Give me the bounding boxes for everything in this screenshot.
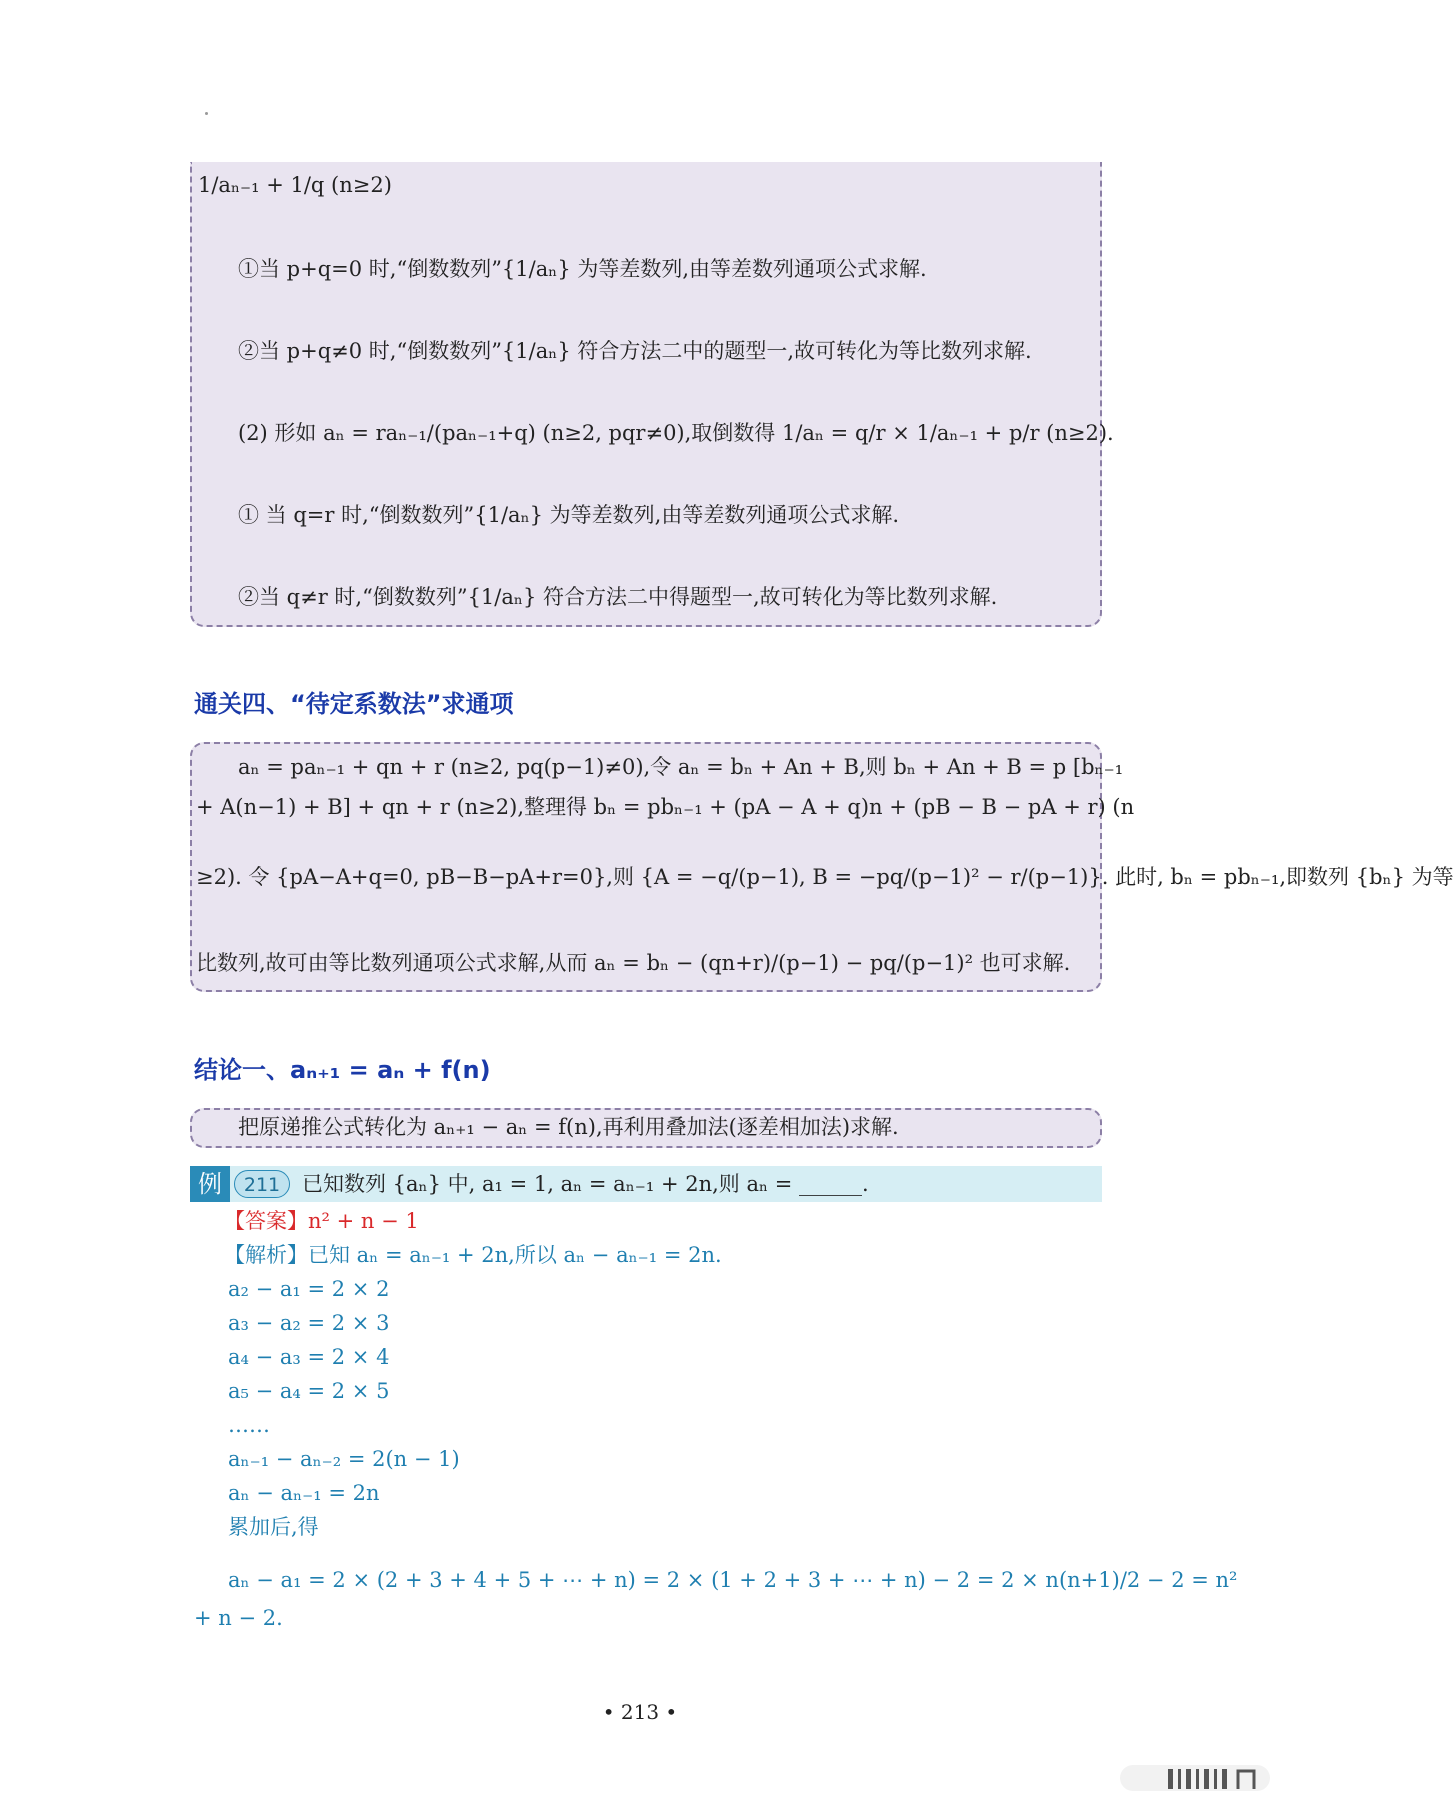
answer-label: 【答案】: [224, 1209, 308, 1233]
page-dot: [205, 112, 208, 115]
answer-line: [224, 1206, 419, 1236]
example-tag: 例: [190, 1166, 230, 1202]
solution-step: 累加后,得: [228, 1515, 319, 1539]
box1-line-1: ①当 p+q=0 时,“倒数数列”{1/aₙ} 为等差数列,由等差数列通项公式求解.: [238, 257, 927, 281]
solution-step: ……: [228, 1413, 270, 1437]
box1-line-0: 1/aₙ₋₁ + 1/q (n≥2): [198, 173, 392, 197]
box1-line-4: ① 当 q=r 时,“倒数数列”{1/aₙ} 为等差数列,由等差数列通项公式求解.: [238, 503, 900, 527]
example-number-badge: 211: [234, 1170, 290, 1198]
box1-line-5: ②当 q≠r 时,“倒数数列”{1/aₙ} 符合方法二中得题型一,故可转化为等比数列求解.: [238, 585, 998, 609]
example-header: [190, 1166, 1102, 1202]
box2-line-3: ≥2). 令 {pA−A+q=0, pB−B−pA+r=0},则 {A = −q/(p−1), B = −pq/(p−1)² − r/(p−1)}. 此时, bₙ = pbₙ₋₁,即数列 {bₙ} 为等: [196, 865, 1454, 889]
method-box-reciprocal: [190, 162, 1102, 627]
analysis-text: 已知 aₙ = aₙ₋₁ + 2n,所以 aₙ − aₙ₋₁ = 2n.: [308, 1243, 722, 1267]
analysis-line: [224, 1240, 722, 1270]
box1-line-3: (2) 形如 aₙ = raₙ₋₁/(paₙ₋₁+q) (n≥2, pqr≠0),取倒数得 1/aₙ = q/r × 1/aₙ₋₁ + p/r (n≥2).: [238, 421, 1114, 445]
box2-line-2: + A(n−1) + B] + qn + r (n≥2),整理得 bₙ = pbₙ₋₁ + (pA − A + q)n + (pB − B − pA + r) (n: [196, 795, 1135, 819]
solution-final-line-1: aₙ − a₁ = 2 × (2 + 3 + 4 + 5 + ⋯ + n) = 2 × (1 + 2 + 3 + ⋯ + n) − 2 = 2 × n(n+1)/2 − 2 = n²: [228, 1568, 1238, 1592]
box2-line-4: 比数列,故可由等比数列通项公式求解,从而 aₙ = bₙ − (qn+r)/(p−1) − pq/(p−1)² 也可求解.: [196, 951, 1071, 975]
solution-step: aₙ₋₁ − aₙ₋₂ = 2(n − 1): [228, 1447, 460, 1471]
example-question: 已知数列 {aₙ} 中, a₁ = 1, aₙ = aₙ₋₁ + 2n,则 aₙ = ______.: [302, 1172, 869, 1196]
analysis-label: 【解析】: [224, 1243, 308, 1267]
conclusion-heading-1: 结论一、aₙ₊₁ = aₙ + f(n): [194, 1056, 491, 1084]
watermark-graphic: [1120, 1755, 1270, 1799]
solution-step: a₄ − a₃ = 2 × 4: [228, 1345, 390, 1369]
box2-line-1: aₙ = paₙ₋₁ + qn + r (n≥2, pq(p−1)≠0),令 aₙ = bₙ + An + B,则 bₙ + An + B = p [bₙ₋₁: [238, 755, 1124, 779]
answer-value: n² + n − 1: [308, 1209, 419, 1233]
solution-final-line-2: + n − 2.: [194, 1606, 283, 1630]
solution-step: a₃ − a₂ = 2 × 3: [228, 1311, 390, 1335]
solution-step: aₙ − aₙ₋₁ = 2n: [228, 1481, 380, 1505]
solution-step: a₅ − a₄ = 2 × 5: [228, 1379, 390, 1403]
conclusion-box-text: 把原递推公式转化为 aₙ₊₁ − aₙ = f(n),再利用叠加法(逐差相加法)求解.: [238, 1115, 899, 1139]
box1-line-2: ②当 p+q≠0 时,“倒数数列”{1/aₙ} 符合方法二中的题型一,故可转化为等比数列求解.: [238, 339, 1032, 363]
section-heading-4: 通关四、“待定系数法”求通项: [194, 690, 514, 718]
solution-step: a₂ − a₁ = 2 × 2: [228, 1277, 390, 1301]
page-number: • 213 •: [602, 1700, 678, 1724]
